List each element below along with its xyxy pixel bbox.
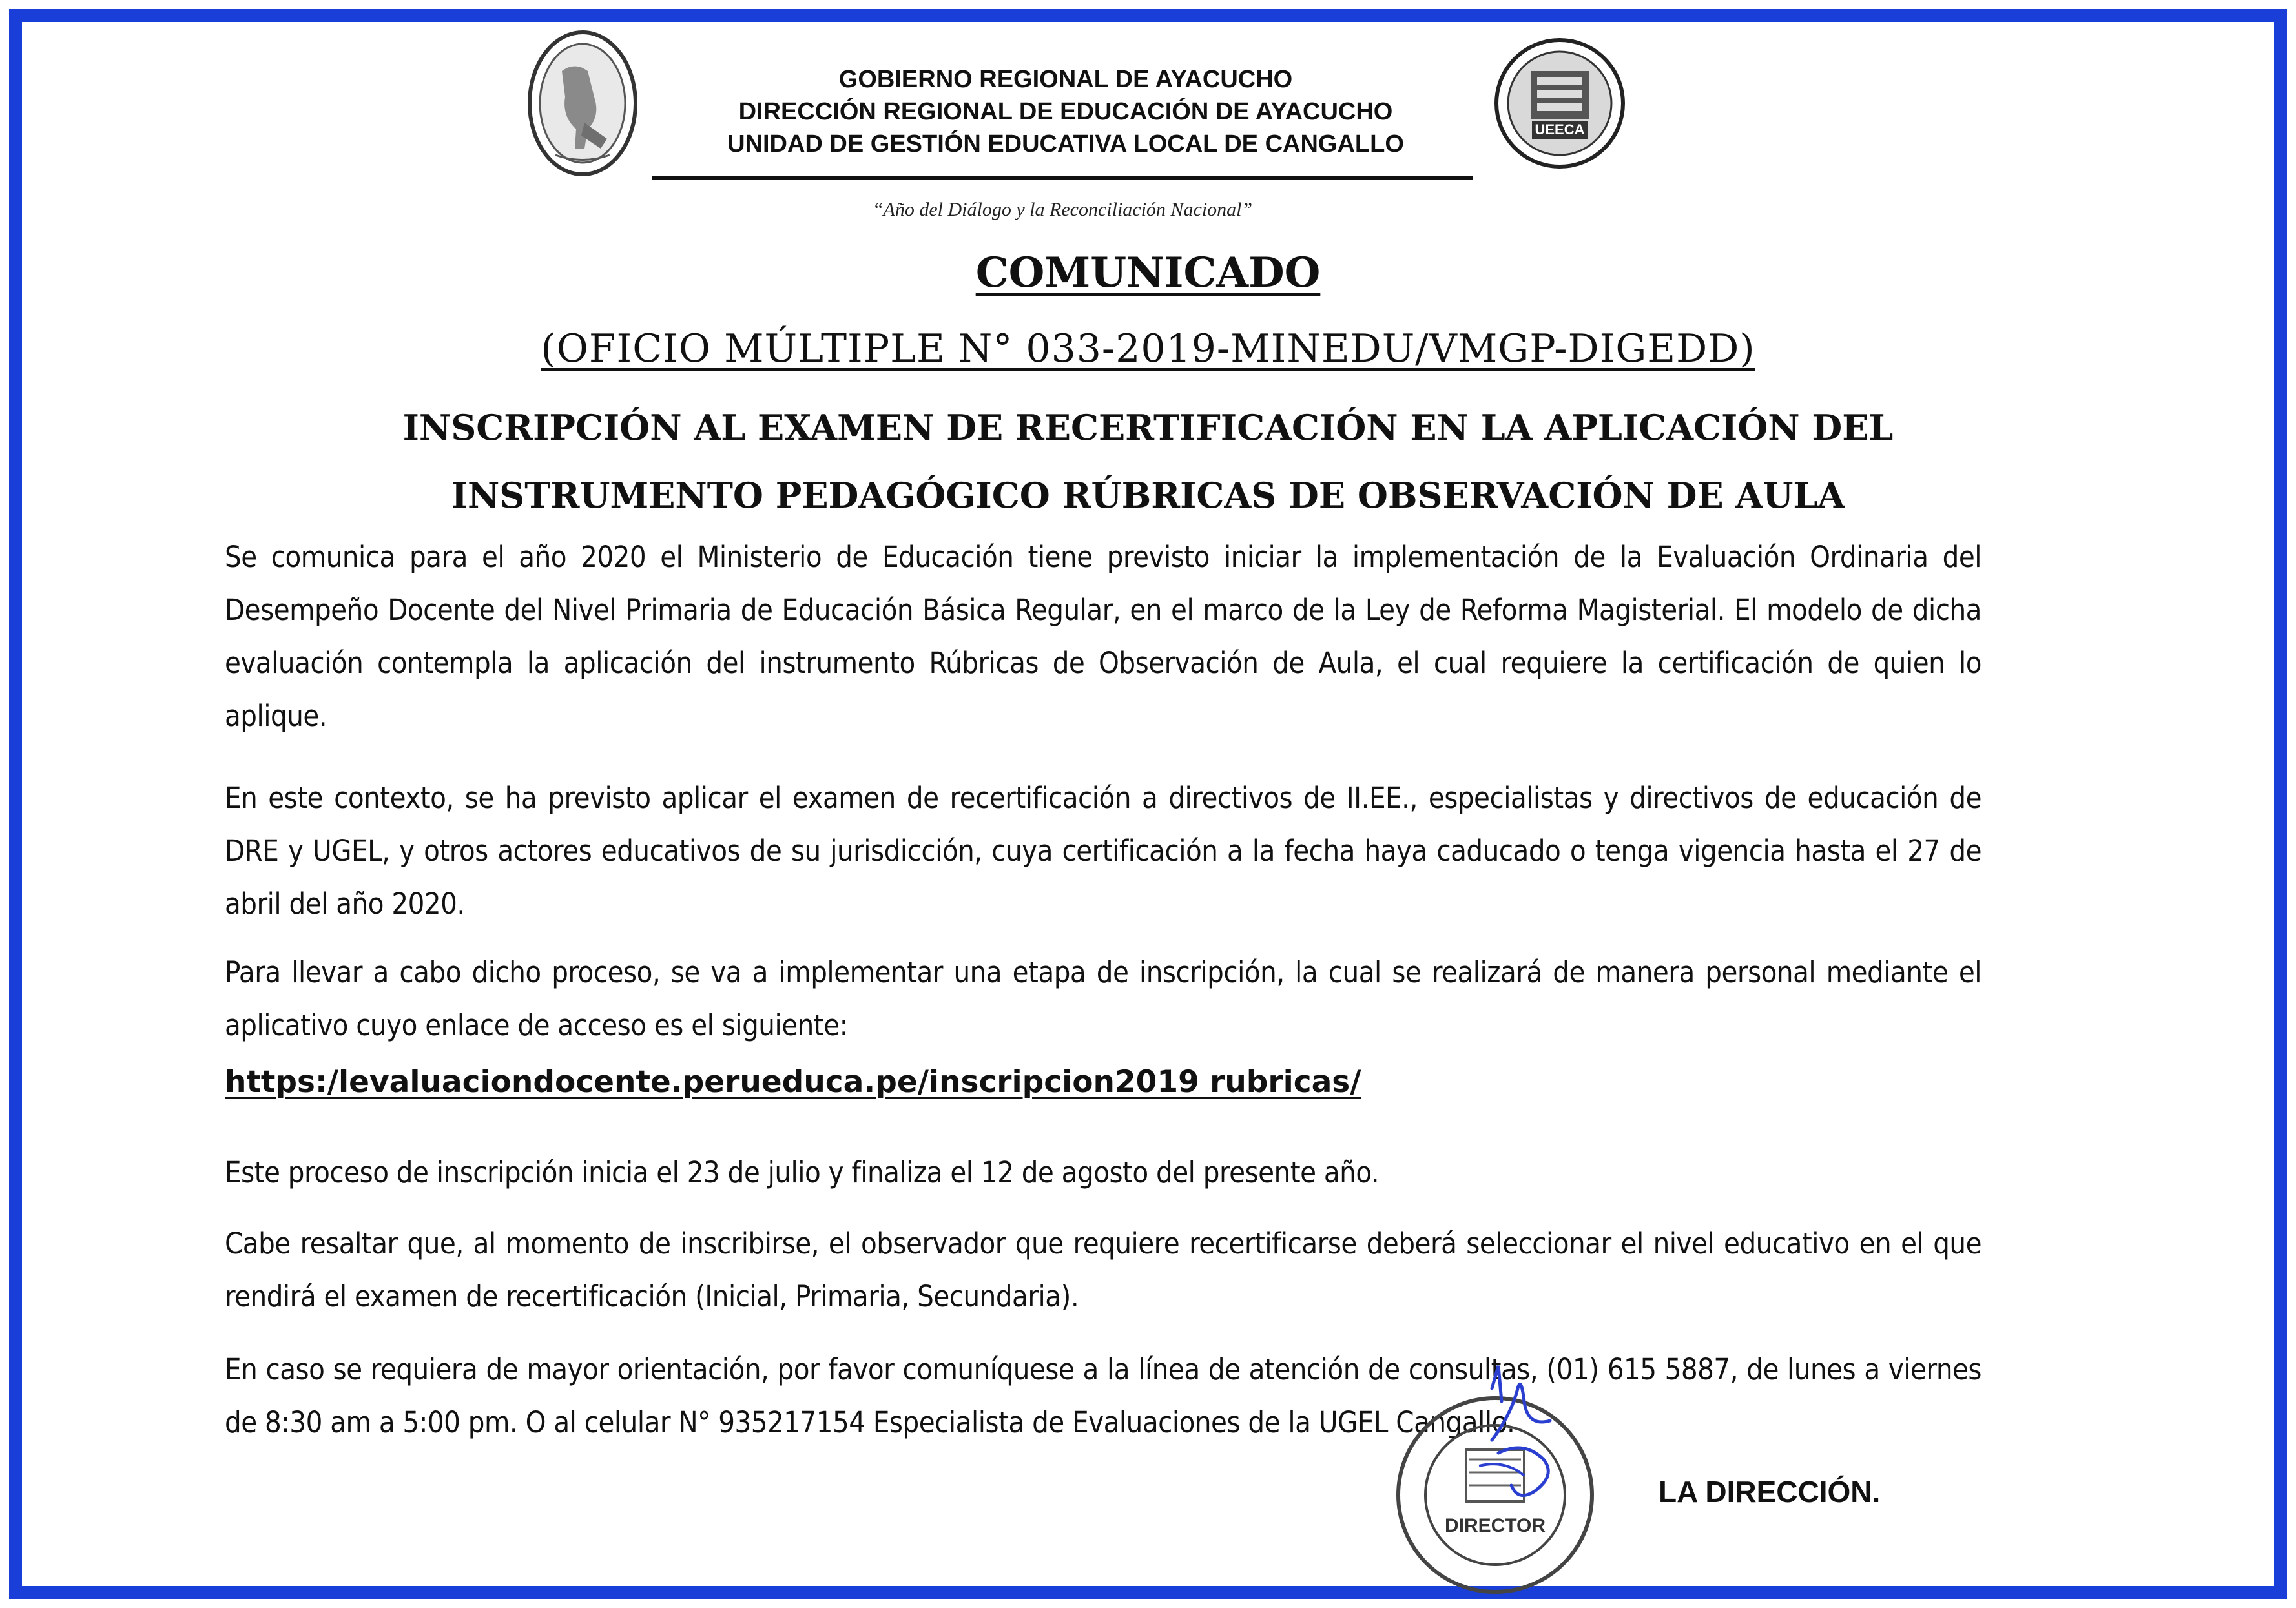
stamp-center-text: DIRECTOR — [1444, 1515, 1546, 1536]
paragraph-3: Para llevar a cabo dicho proceso, se va a implementar una etapa de inscripción, la cual se realizará de manera personal mediante el aplicativo cuyo enlace de acceso es el siguiente: — [225, 955, 1981, 1042]
ueeca-badge-text: UEECA — [1535, 121, 1585, 138]
header-line-1: GOBIERNO REGIONAL DE AYACUCHO — [838, 66, 1293, 93]
paragraph-6: En caso se requiera de mayor orientación, por favor comuníquese a la línea de atención de consultas, (01) 615 5887, de lunes a viernes de 8:30 am a 5:00 pm. O al celular N° 935217154 Especialista de Evaluaciones de la UGEL Cangallo. — [225, 1352, 1981, 1439]
signature-label: LA DIRECCIÓN. — [1659, 1475, 1881, 1509]
registration-link[interactable]: https:/levaluaciondocente.perueduca.pe/inscripcion2019 rubricas/ — [225, 1064, 1361, 1100]
subtitle-line-1: INSCRIPCIÓN AL EXAMEN DE RECERTIFICACIÓN EN LA APLICACIÓN DEL — [402, 407, 1894, 448]
paragraph-2: En este contexto, se ha previsto aplicar el examen de recertificación a directivos de II.EE., especialistas y directivos de educación de DRE y UGEL, y otros actores educativos de su jurisdicción, cuya certificación a la fecha haya caducado o tenga vigencia hasta el 27 de abril del año 2020. — [225, 781, 1981, 921]
year-motto: “Año del Diálogo y la Reconciliación Nacional” — [872, 199, 1253, 220]
institution-header — [652, 63, 1479, 160]
document-title: COMUNICADO — [975, 249, 1321, 297]
header-line-3: UNIDAD DE GESTIÓN EDUCATIVA LOCAL DE CANGALLO — [727, 130, 1404, 158]
paragraph-1: Se comunica para el año 2020 el Ministerio de Educación tiene previsto iniciar la implementación de la Evaluación Ordinaria del Desempeño Docente del Nivel Primaria de Educación Básica Regular, en el marco de la Ley de Reforma Magisterial. El modelo de dicha evaluación contempla la aplicación del instrumento Rúbricas de Observación de Aula, el cual requiere la certificación de quien lo aplique. — [225, 540, 1981, 733]
handwritten-signature-icon — [1421, 1363, 1628, 1524]
ueeca-seal-icon — [1492, 36, 1628, 171]
paragraph-5: Cabe resaltar que, al momento de inscribirse, el observador que requiere recertificarse deberá seleccionar el nivel educativo en el que rendirá el examen de recertificación (Inicial, Primaria, Secundaria). — [225, 1226, 1981, 1314]
oficio-reference: (OFICIO MÚLTIPLE N° 033-2019-MINEDU/VMGP-DIGEDD) — [541, 326, 1755, 371]
regional-government-seal-icon — [523, 26, 643, 181]
paragraph-4: Este proceso de inscripción inicia el 23 de julio y finaliza el 12 de agosto del presente año. — [225, 1155, 1380, 1190]
header-line-2: DIRECCIÓN REGIONAL DE EDUCACIÓN DE AYACUCHO — [738, 98, 1393, 125]
subtitle-line-2: INSTRUMENTO PEDAGÓGICO RÚBRICAS DE OBSERVACIÓN DE AULA — [451, 475, 1845, 516]
header-divider — [652, 176, 1473, 180]
